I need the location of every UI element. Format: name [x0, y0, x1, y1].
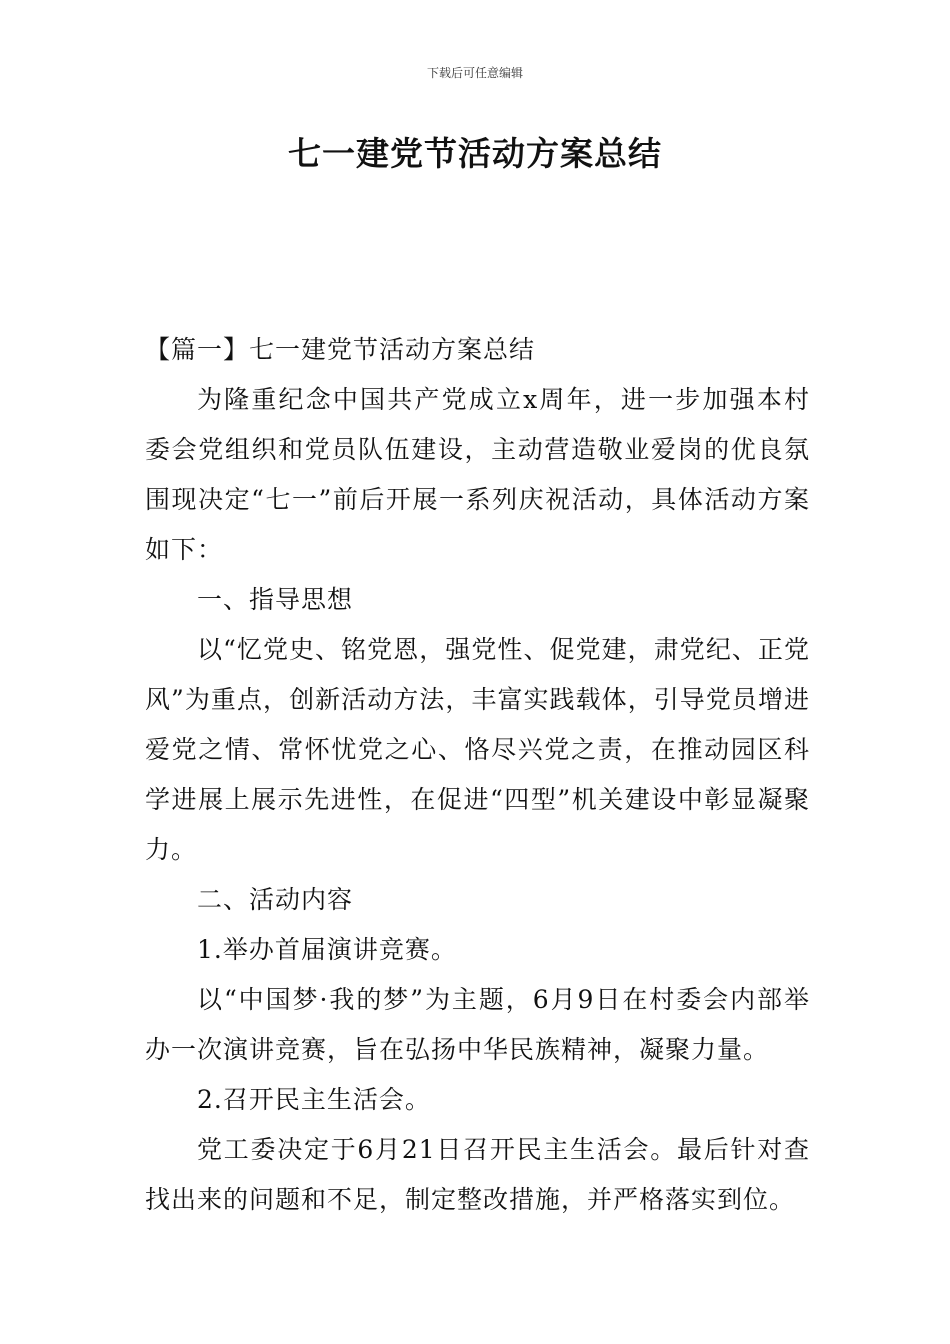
paragraph-speech-contest: 以“中国梦·我的梦”为主题，6月9日在村委会内部举办一次演讲竞赛，旨在弘扬中华民族精神，凝聚力量。 — [145, 985, 810, 1064]
header-note: 下载后可任意编辑 — [426, 66, 523, 80]
heading-activity-content: 二、活动内容 — [197, 885, 354, 914]
paragraph-intro: 为隆重纪念中国共产党成立x周年，进一步加强本村委会党组织和党员队伍建设，主动营造敬业爱岗的优良氛围现决定“七一”前后开展一系列庆祝活动，具体活动方案如下： — [145, 385, 810, 564]
item-democratic-meeting: 2.召开民主生活会。 — [197, 1085, 431, 1114]
document-body — [145, 325, 810, 1225]
section-heading: 【篇一】七一建党节活动方案总结 — [145, 335, 536, 364]
item-speech-contest: 1.举办首届演讲竞赛。 — [197, 935, 457, 964]
paragraph-guiding-thought: 以“忆党史、铭党恩，强党性、促党建，肃党纪、正党风”为重点，创新活动方法，丰富实践载体，引导党员增进爱党之情、常怀忧党之心、恪尽兴党之责，在推动园区科学进展上展示先进性，在促进“四型”机关建设中彰显凝聚力。 — [145, 635, 810, 864]
paragraph-democratic-meeting: 党工委决定于6月21日召开民主生活会。最后针对查找出来的问题和不足，制定整改措施，并严格落实到位。 — [145, 1135, 810, 1214]
heading-guiding-thought: 一、指导思想 — [197, 585, 354, 614]
document-title: 七一建党节活动方案总结 — [288, 134, 662, 173]
